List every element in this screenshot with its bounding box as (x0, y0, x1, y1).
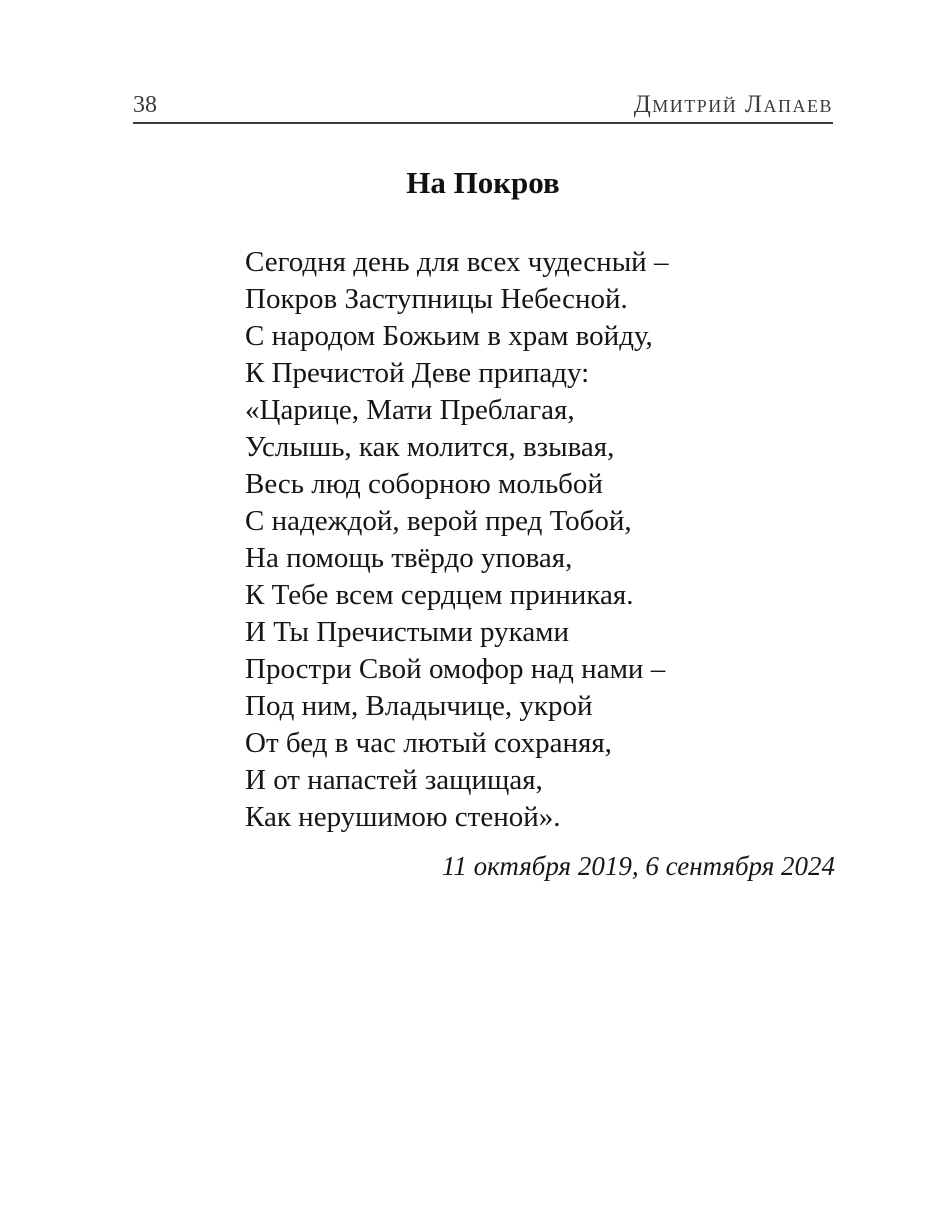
poem-line: К Пречистой Деве припаду: (245, 357, 590, 390)
running-header (133, 0, 833, 124)
author-name: Дмитрий Лапаев (633, 91, 833, 118)
poem-line: Простри Свой омофор над нами – (245, 653, 666, 686)
poem-line: И Ты Пречистыми руками (245, 616, 570, 649)
poem-date: 11 октября 2019, 6 сентября 2024 (441, 851, 835, 882)
poem-line: Под ним, Владычице, укрой (245, 690, 593, 723)
poem-line: Весь люд соборною мольбой (245, 468, 603, 501)
poem-title: На Покров (406, 165, 560, 200)
poem-line: И от напастей защищая, (245, 764, 543, 797)
poem-line: С народом Божьим в храм войду, (245, 320, 653, 353)
poem-line: Услышь, как молится, взывая, (245, 431, 615, 464)
poem-line: На помощь твёрдо уповая, (245, 542, 573, 575)
poem-line: К Тебе всем сердцем приникая. (245, 579, 634, 612)
poem-line: «Царице, Мати Преблагая, (245, 394, 575, 427)
poem-line: С надеждой, верой пред Тобой, (245, 505, 632, 538)
page-number: 38 (133, 92, 157, 118)
poem-line: Сегодня день для всех чудесный – (245, 246, 669, 279)
poem-line: От бед в час лютый сохраняя, (245, 727, 612, 760)
poem-line: Как нерушимою стеной». (245, 801, 561, 834)
poem-line: Покров Заступницы Небесной. (245, 283, 628, 316)
poem-body (245, 244, 935, 836)
